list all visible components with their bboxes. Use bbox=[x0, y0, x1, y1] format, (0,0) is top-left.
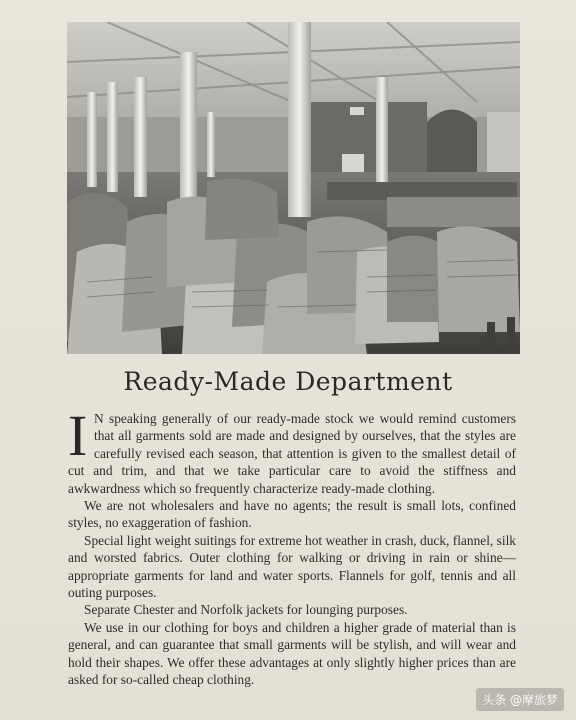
paragraph-jackets: Separate Chester and Norfolk jackets for lounging purposes. bbox=[84, 602, 408, 618]
paragraph-boys-clothing: We use in our clothing for boys and children a higher grade of material than is general, and can guarantee that small garments will be stylish, and will wear and hold their shapes. We offer these advantages at only slightly higher prices than are asked for so-called cheap clothing. bbox=[68, 619, 516, 688]
article-body bbox=[68, 403, 516, 689]
drop-cap: I bbox=[68, 403, 88, 468]
page-title: Ready-Made Department bbox=[123, 367, 453, 396]
photo-illustration bbox=[67, 22, 520, 354]
paragraph-intro: N speaking generally of our ready-made stock we would remind customers that all garments sold are made and designed by ourselves, that the styles are carefully revised each season, that attention is given to the smallest detail of cut and trim, and that we take particular care to avoid the stiffness and awkwardness which so frequently characterize ready-made clothing. bbox=[68, 411, 516, 496]
paragraph-wholesalers: We are not wholesalers and have no agents; the result is small lots, confined styles, no exaggeration of fashion. bbox=[68, 498, 516, 531]
paragraph-suitings: Special light weight suitings for extreme hot weather in crash, duck, flannel, silk and worsted fabrics. Outer clothing for walking or driving in rain or shine—appropriate garments for land and water sports. Flannels for golf, tennis and all outing purposes. bbox=[68, 532, 516, 601]
source-watermark: 头条 @摩旅梦 bbox=[476, 688, 564, 711]
store-interior-photo bbox=[67, 22, 520, 354]
